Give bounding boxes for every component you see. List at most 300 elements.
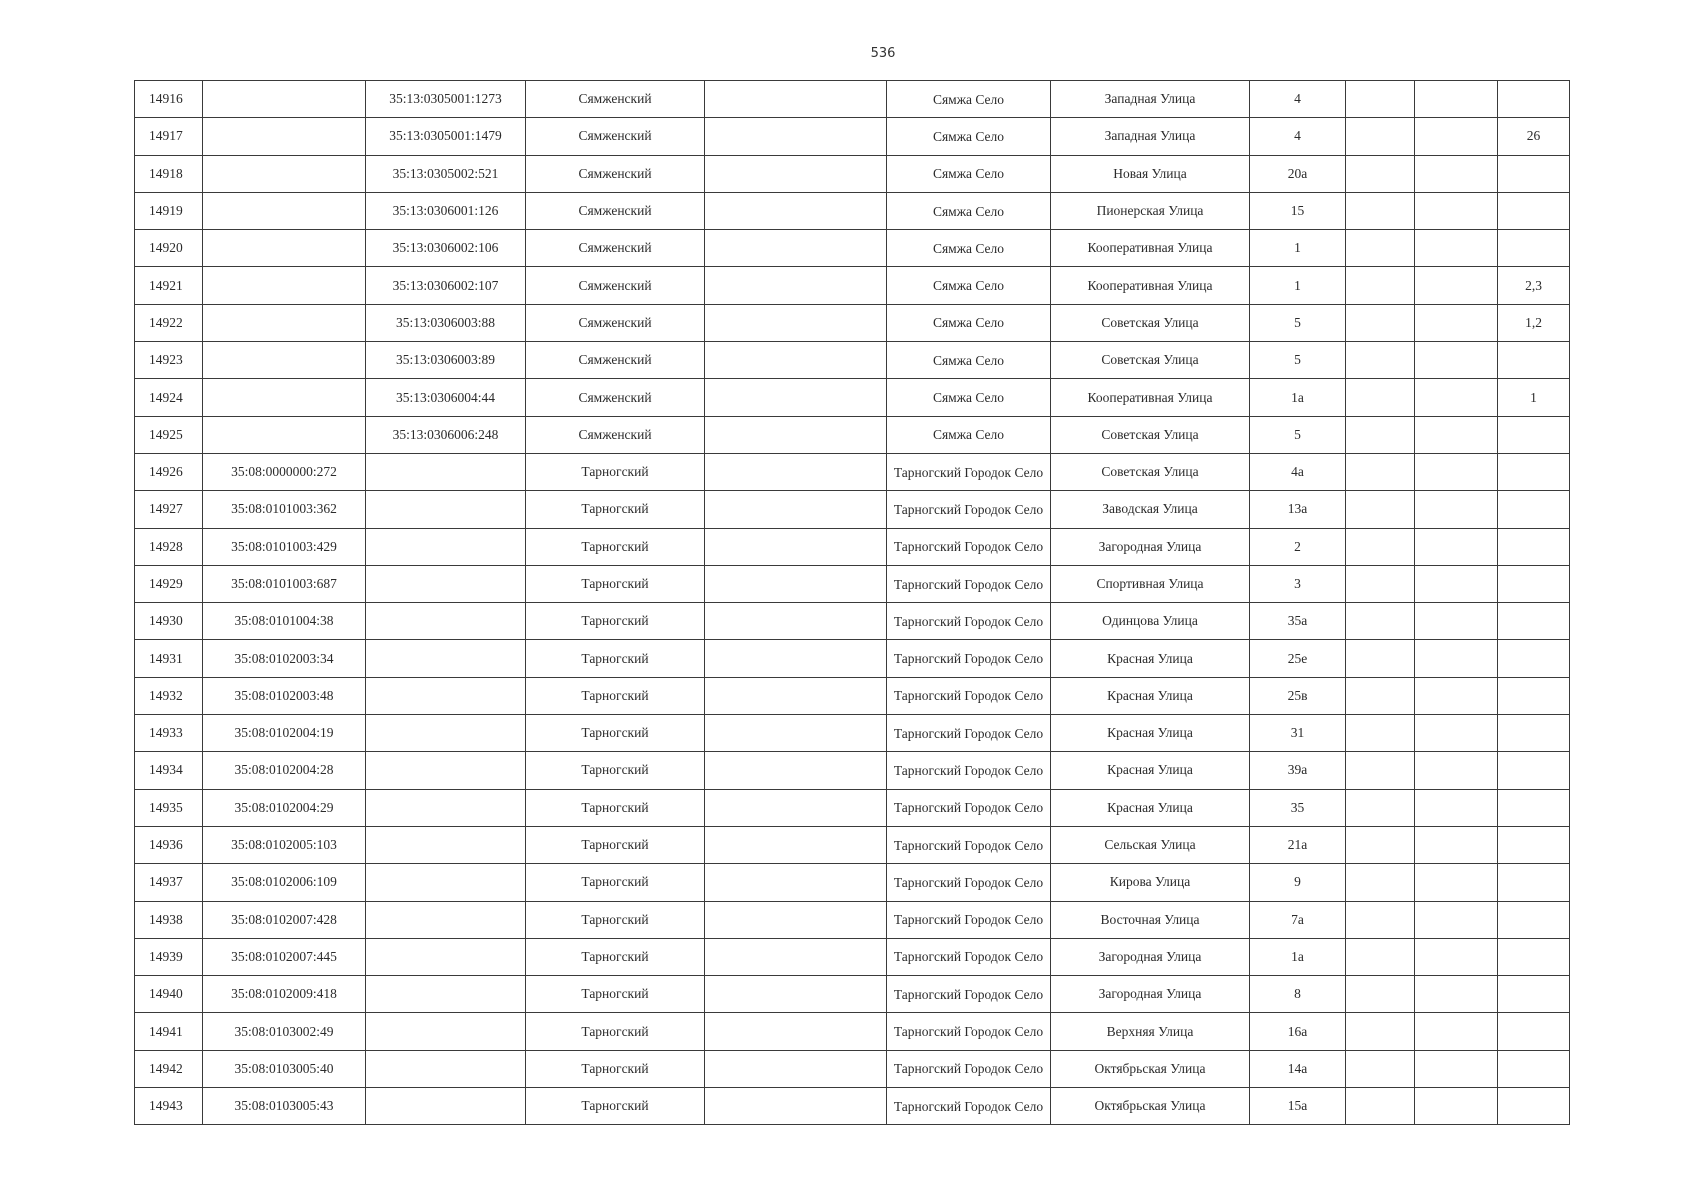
cell-apartment: [1498, 938, 1570, 975]
cell-district: Тарногский: [526, 640, 705, 677]
cell-house: 3: [1250, 565, 1346, 602]
cell-building: [1346, 118, 1415, 155]
cell-structure: [1415, 565, 1498, 602]
cell-cadastral-number: 35:08:0101003:362: [203, 491, 366, 528]
cell-record-number: 14919: [135, 192, 203, 229]
cell-district: Тарногский: [526, 491, 705, 528]
cell-apartment: [1498, 864, 1570, 901]
cell-district: Тарногский: [526, 565, 705, 602]
cell-apartment: [1498, 453, 1570, 490]
cell-structure: [1415, 118, 1498, 155]
cell-street: Красная Улица: [1051, 677, 1250, 714]
table-row: [135, 715, 1570, 752]
cell-district: Сямженский: [526, 304, 705, 341]
cell-cadastral-number-alt: [366, 901, 526, 938]
cell-house: 1а: [1250, 379, 1346, 416]
cell-structure: [1415, 267, 1498, 304]
cell-cadastral-number-alt: 35:13:0306003:89: [366, 342, 526, 379]
cell-building: [1346, 342, 1415, 379]
cell-settlement: Тарногский Городок Село: [887, 864, 1051, 901]
cell-street: Кооперативная Улица: [1051, 230, 1250, 267]
cell-settlement: Тарногский Городок Село: [887, 976, 1051, 1013]
cell-apartment: [1498, 1088, 1570, 1125]
cell-building: [1346, 453, 1415, 490]
table-row: [135, 938, 1570, 975]
cell-municipality: [705, 453, 887, 490]
cell-apartment: [1498, 976, 1570, 1013]
table-row: [135, 640, 1570, 677]
cell-district: Сямженский: [526, 342, 705, 379]
cell-district: Сямженский: [526, 81, 705, 118]
cell-apartment: [1498, 155, 1570, 192]
table-row: [135, 304, 1570, 341]
cell-record-number: 14943: [135, 1088, 203, 1125]
cell-apartment: [1498, 342, 1570, 379]
cell-street: Кооперативная Улица: [1051, 379, 1250, 416]
cell-cadastral-number-alt: 35:13:0306003:88: [366, 304, 526, 341]
cell-cadastral-number-alt: [366, 1013, 526, 1050]
cell-record-number: 14918: [135, 155, 203, 192]
cell-street: Пионерская Улица: [1051, 192, 1250, 229]
cell-structure: [1415, 453, 1498, 490]
cell-cadastral-number: 35:08:0101004:38: [203, 603, 366, 640]
cell-municipality: [705, 752, 887, 789]
cell-house: 25в: [1250, 677, 1346, 714]
cell-building: [1346, 1050, 1415, 1087]
cell-cadastral-number-alt: [366, 752, 526, 789]
cell-house: 31: [1250, 715, 1346, 752]
cell-district: Тарногский: [526, 528, 705, 565]
cell-record-number: 14931: [135, 640, 203, 677]
cell-municipality: [705, 789, 887, 826]
cell-district: Тарногский: [526, 715, 705, 752]
cell-building: [1346, 603, 1415, 640]
cell-municipality: [705, 304, 887, 341]
cell-cadastral-number: 35:08:0102007:428: [203, 901, 366, 938]
cell-municipality: [705, 938, 887, 975]
cell-cadastral-number: [203, 342, 366, 379]
cell-building: [1346, 640, 1415, 677]
cell-house: 4а: [1250, 453, 1346, 490]
cell-cadastral-number: 35:08:0102006:109: [203, 864, 366, 901]
cell-cadastral-number-alt: 35:13:0305002:521: [366, 155, 526, 192]
cell-district: Сямженский: [526, 118, 705, 155]
cell-street: Красная Улица: [1051, 640, 1250, 677]
cell-house: 1: [1250, 230, 1346, 267]
table-row: [135, 342, 1570, 379]
cell-building: [1346, 416, 1415, 453]
cell-settlement: Тарногский Городок Село: [887, 1088, 1051, 1125]
cell-apartment: [1498, 491, 1570, 528]
cell-municipality: [705, 81, 887, 118]
cell-building: [1346, 379, 1415, 416]
cell-district: Тарногский: [526, 901, 705, 938]
cell-cadastral-number: 35:08:0102003:34: [203, 640, 366, 677]
cell-record-number: 14936: [135, 826, 203, 863]
cell-street: Новая Улица: [1051, 155, 1250, 192]
cell-settlement: Тарногский Городок Село: [887, 938, 1051, 975]
cell-settlement: Сямжа Село: [887, 81, 1051, 118]
cell-structure: [1415, 640, 1498, 677]
cell-settlement: Тарногский Городок Село: [887, 789, 1051, 826]
cell-municipality: [705, 1088, 887, 1125]
cell-district: Сямженский: [526, 192, 705, 229]
cell-cadastral-number-alt: [366, 789, 526, 826]
cell-cadastral-number: 35:08:0102003:48: [203, 677, 366, 714]
cell-building: [1346, 938, 1415, 975]
cell-district: Тарногский: [526, 677, 705, 714]
table-row: [135, 1088, 1570, 1125]
cell-district: Сямженский: [526, 155, 705, 192]
cell-street: Западная Улица: [1051, 81, 1250, 118]
cell-record-number: 14916: [135, 81, 203, 118]
table-row: [135, 1050, 1570, 1087]
cell-settlement: Тарногский Городок Село: [887, 565, 1051, 602]
cell-cadastral-number-alt: [366, 826, 526, 863]
cell-settlement: Сямжа Село: [887, 192, 1051, 229]
cell-structure: [1415, 715, 1498, 752]
cell-building: [1346, 230, 1415, 267]
table-row: [135, 677, 1570, 714]
table-row: [135, 416, 1570, 453]
cell-apartment: [1498, 1013, 1570, 1050]
cell-record-number: 14917: [135, 118, 203, 155]
cell-district: Тарногский: [526, 938, 705, 975]
table-row: [135, 230, 1570, 267]
cell-cadastral-number: [203, 379, 366, 416]
table-row: [135, 826, 1570, 863]
cell-cadastral-number-alt: 35:13:0305001:1479: [366, 118, 526, 155]
cell-cadastral-number: 35:08:0000000:272: [203, 453, 366, 490]
cell-district: Тарногский: [526, 864, 705, 901]
cell-structure: [1415, 342, 1498, 379]
cell-building: [1346, 267, 1415, 304]
cell-district: Тарногский: [526, 826, 705, 863]
cell-settlement: Сямжа Село: [887, 304, 1051, 341]
cell-building: [1346, 901, 1415, 938]
cell-district: Тарногский: [526, 789, 705, 826]
cell-house: 1: [1250, 267, 1346, 304]
cell-house: 35: [1250, 789, 1346, 826]
cell-record-number: 14935: [135, 789, 203, 826]
cell-house: 5: [1250, 304, 1346, 341]
cell-apartment: [1498, 565, 1570, 602]
cell-record-number: 14933: [135, 715, 203, 752]
cell-municipality: [705, 603, 887, 640]
cell-structure: [1415, 976, 1498, 1013]
cell-district: Сямженский: [526, 230, 705, 267]
cell-street: Западная Улица: [1051, 118, 1250, 155]
cell-municipality: [705, 1050, 887, 1087]
cell-settlement: Сямжа Село: [887, 155, 1051, 192]
cell-house: 1а: [1250, 938, 1346, 975]
cell-building: [1346, 192, 1415, 229]
cell-municipality: [705, 342, 887, 379]
cell-settlement: Тарногский Городок Село: [887, 677, 1051, 714]
cell-settlement: Тарногский Городок Село: [887, 1050, 1051, 1087]
cell-street: Загородная Улица: [1051, 938, 1250, 975]
cell-cadastral-number: [203, 118, 366, 155]
cell-record-number: 14939: [135, 938, 203, 975]
cell-settlement: Сямжа Село: [887, 230, 1051, 267]
cell-house: 4: [1250, 118, 1346, 155]
cell-record-number: 14932: [135, 677, 203, 714]
cell-structure: [1415, 603, 1498, 640]
cell-record-number: 14920: [135, 230, 203, 267]
table-row: [135, 565, 1570, 602]
cell-record-number: 14925: [135, 416, 203, 453]
cell-record-number: 14927: [135, 491, 203, 528]
cell-cadastral-number-alt: 35:13:0306004:44: [366, 379, 526, 416]
cell-apartment: [1498, 789, 1570, 826]
cell-record-number: 14922: [135, 304, 203, 341]
cell-municipality: [705, 901, 887, 938]
cell-structure: [1415, 1050, 1498, 1087]
cell-house: 25е: [1250, 640, 1346, 677]
cell-settlement: Сямжа Село: [887, 118, 1051, 155]
cell-record-number: 14926: [135, 453, 203, 490]
cell-record-number: 14921: [135, 267, 203, 304]
cell-house: 15: [1250, 192, 1346, 229]
cell-cadastral-number: [203, 304, 366, 341]
cell-building: [1346, 1013, 1415, 1050]
table-row: [135, 789, 1570, 826]
cell-municipality: [705, 267, 887, 304]
cell-cadastral-number: [203, 81, 366, 118]
cell-district: Тарногский: [526, 1050, 705, 1087]
cell-structure: [1415, 81, 1498, 118]
cell-cadastral-number-alt: [366, 565, 526, 602]
cell-record-number: 14929: [135, 565, 203, 602]
cell-municipality: [705, 118, 887, 155]
cell-district: Сямженский: [526, 416, 705, 453]
cell-apartment: [1498, 528, 1570, 565]
cell-municipality: [705, 230, 887, 267]
cell-cadastral-number: 35:08:0101003:429: [203, 528, 366, 565]
cell-record-number: 14937: [135, 864, 203, 901]
cell-cadastral-number-alt: 35:13:0306001:126: [366, 192, 526, 229]
table-row: [135, 379, 1570, 416]
cell-cadastral-number-alt: [366, 528, 526, 565]
cell-apartment: 2,3: [1498, 267, 1570, 304]
cell-district: Сямженский: [526, 379, 705, 416]
cell-settlement: Тарногский Городок Село: [887, 640, 1051, 677]
cell-municipality: [705, 677, 887, 714]
table-row: [135, 192, 1570, 229]
cell-apartment: [1498, 416, 1570, 453]
cell-municipality: [705, 565, 887, 602]
cell-record-number: 14928: [135, 528, 203, 565]
cell-settlement: Тарногский Городок Село: [887, 715, 1051, 752]
cell-settlement: Тарногский Городок Село: [887, 491, 1051, 528]
cell-structure: [1415, 901, 1498, 938]
cell-municipality: [705, 640, 887, 677]
cell-street: Сельская Улица: [1051, 826, 1250, 863]
cell-cadastral-number-alt: [366, 603, 526, 640]
cell-cadastral-number: 35:08:0102004:28: [203, 752, 366, 789]
cell-cadastral-number: 35:08:0103005:40: [203, 1050, 366, 1087]
table-row: [135, 901, 1570, 938]
table-row: [135, 81, 1570, 118]
cell-street: Красная Улица: [1051, 752, 1250, 789]
cell-district: Тарногский: [526, 976, 705, 1013]
cell-settlement: Сямжа Село: [887, 267, 1051, 304]
cell-cadastral-number-alt: [366, 976, 526, 1013]
cell-house: 16а: [1250, 1013, 1346, 1050]
table-row: [135, 603, 1570, 640]
cell-building: [1346, 864, 1415, 901]
cell-street: Советская Улица: [1051, 453, 1250, 490]
cell-cadastral-number-alt: 35:13:0305001:1273: [366, 81, 526, 118]
cell-house: 14а: [1250, 1050, 1346, 1087]
cell-structure: [1415, 677, 1498, 714]
table-body: [135, 81, 1570, 1125]
cell-cadastral-number: 35:08:0103005:43: [203, 1088, 366, 1125]
cell-apartment: [1498, 192, 1570, 229]
cell-structure: [1415, 1013, 1498, 1050]
cell-building: [1346, 1088, 1415, 1125]
cell-cadastral-number: 35:08:0102007:445: [203, 938, 366, 975]
cell-cadastral-number-alt: [366, 938, 526, 975]
cell-municipality: [705, 155, 887, 192]
cell-settlement: Тарногский Городок Село: [887, 752, 1051, 789]
cell-settlement: Тарногский Городок Село: [887, 453, 1051, 490]
cell-structure: [1415, 528, 1498, 565]
cell-house: 35а: [1250, 603, 1346, 640]
cell-street: Верхняя Улица: [1051, 1013, 1250, 1050]
cell-street: Советская Улица: [1051, 304, 1250, 341]
cell-structure: [1415, 826, 1498, 863]
cell-municipality: [705, 416, 887, 453]
cell-settlement: Тарногский Городок Село: [887, 1013, 1051, 1050]
cell-district: Тарногский: [526, 1013, 705, 1050]
cell-cadastral-number: [203, 230, 366, 267]
cell-building: [1346, 677, 1415, 714]
cell-record-number: 14940: [135, 976, 203, 1013]
cell-structure: [1415, 230, 1498, 267]
cell-structure: [1415, 379, 1498, 416]
cell-apartment: [1498, 603, 1570, 640]
cell-house: 21а: [1250, 826, 1346, 863]
cell-apartment: [1498, 677, 1570, 714]
cell-record-number: 14934: [135, 752, 203, 789]
cell-street: Красная Улица: [1051, 715, 1250, 752]
cell-street: Кирова Улица: [1051, 864, 1250, 901]
cell-municipality: [705, 715, 887, 752]
table-row: [135, 752, 1570, 789]
cell-apartment: 1,2: [1498, 304, 1570, 341]
cell-settlement: Тарногский Городок Село: [887, 528, 1051, 565]
cell-district: Тарногский: [526, 453, 705, 490]
cell-record-number: 14924: [135, 379, 203, 416]
cell-apartment: [1498, 826, 1570, 863]
cell-settlement: Тарногский Городок Село: [887, 901, 1051, 938]
cell-cadastral-number-alt: 35:13:0306002:107: [366, 267, 526, 304]
cell-apartment: 1: [1498, 379, 1570, 416]
cell-apartment: [1498, 640, 1570, 677]
table-row: [135, 453, 1570, 490]
cell-apartment: [1498, 901, 1570, 938]
registry-table: [134, 80, 1570, 1125]
cell-cadastral-number-alt: 35:13:0306006:248: [366, 416, 526, 453]
cell-settlement: Тарногский Городок Село: [887, 826, 1051, 863]
cell-building: [1346, 491, 1415, 528]
cell-settlement: Сямжа Село: [887, 342, 1051, 379]
cell-street: Заводская Улица: [1051, 491, 1250, 528]
cell-cadastral-number-alt: [366, 453, 526, 490]
cell-municipality: [705, 864, 887, 901]
cell-settlement: Сямжа Село: [887, 379, 1051, 416]
cell-structure: [1415, 1088, 1498, 1125]
cell-cadastral-number-alt: [366, 1050, 526, 1087]
cell-cadastral-number-alt: [366, 677, 526, 714]
cell-structure: [1415, 938, 1498, 975]
table-row: [135, 976, 1570, 1013]
table-row: [135, 491, 1570, 528]
cell-house: 5: [1250, 416, 1346, 453]
cell-apartment: 26: [1498, 118, 1570, 155]
cell-street: Загородная Улица: [1051, 528, 1250, 565]
cell-building: [1346, 715, 1415, 752]
cell-house: 20а: [1250, 155, 1346, 192]
cell-settlement: Сямжа Село: [887, 416, 1051, 453]
cell-municipality: [705, 826, 887, 863]
cell-structure: [1415, 491, 1498, 528]
cell-cadastral-number-alt: [366, 715, 526, 752]
table-row: [135, 118, 1570, 155]
cell-street: Советская Улица: [1051, 416, 1250, 453]
cell-structure: [1415, 155, 1498, 192]
table-row: [135, 864, 1570, 901]
cell-apartment: [1498, 715, 1570, 752]
cell-record-number: 14938: [135, 901, 203, 938]
cell-cadastral-number: 35:08:0102009:418: [203, 976, 366, 1013]
cell-cadastral-number: 35:08:0101003:687: [203, 565, 366, 602]
table-row: [135, 267, 1570, 304]
cell-cadastral-number-alt: 35:13:0306002:106: [366, 230, 526, 267]
cell-street: Октябрьская Улица: [1051, 1088, 1250, 1125]
cell-building: [1346, 789, 1415, 826]
table-row: [135, 1013, 1570, 1050]
cell-cadastral-number-alt: [366, 491, 526, 528]
cell-building: [1346, 528, 1415, 565]
cell-house: 5: [1250, 342, 1346, 379]
cell-street: Одинцова Улица: [1051, 603, 1250, 640]
table-row: [135, 155, 1570, 192]
cell-structure: [1415, 752, 1498, 789]
cell-district: Тарногский: [526, 1088, 705, 1125]
cell-district: Сямженский: [526, 267, 705, 304]
cell-municipality: [705, 1013, 887, 1050]
page-number: 536: [870, 46, 896, 61]
cell-structure: [1415, 789, 1498, 826]
cell-building: [1346, 304, 1415, 341]
cell-structure: [1415, 864, 1498, 901]
table-row: [135, 528, 1570, 565]
cell-apartment: [1498, 230, 1570, 267]
cell-apartment: [1498, 1050, 1570, 1087]
cell-municipality: [705, 192, 887, 229]
cell-municipality: [705, 491, 887, 528]
cell-house: 8: [1250, 976, 1346, 1013]
cell-street: Красная Улица: [1051, 789, 1250, 826]
cell-house: 15а: [1250, 1088, 1346, 1125]
cell-house: 4: [1250, 81, 1346, 118]
cell-municipality: [705, 976, 887, 1013]
cell-street: Загородная Улица: [1051, 976, 1250, 1013]
cell-house: 39а: [1250, 752, 1346, 789]
cell-cadastral-number: [203, 155, 366, 192]
